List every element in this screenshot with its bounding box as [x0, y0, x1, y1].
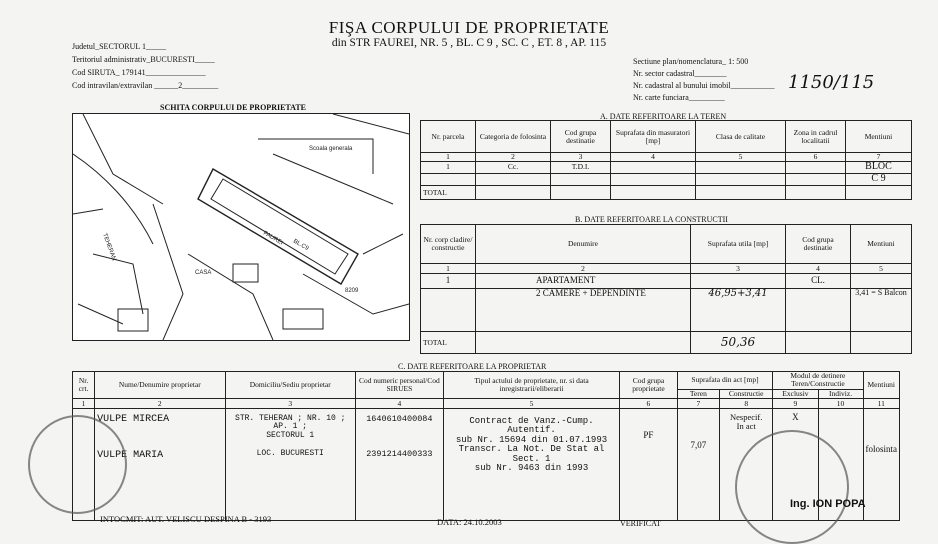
teren-value: 7,07	[677, 408, 719, 520]
teritoriul-line: Teritoriul administrativ_BUCURESTI_____	[72, 55, 215, 64]
proprietar-index-cell: 2	[95, 399, 225, 409]
proprietar-index-cell: 9	[773, 399, 818, 409]
constructii-cell: CL.	[786, 274, 851, 288]
constructii-cell-denumire: APARTAMENT	[476, 274, 691, 288]
teren-header-zona: Zona in cadrul localitatii	[786, 121, 846, 153]
cnp-1: 1640610400084	[366, 413, 433, 424]
proprietar-header-mentiuni: Mentiuni	[863, 372, 900, 399]
teren-cell	[786, 161, 846, 173]
constructii-cell	[786, 288, 851, 331]
sketch-map	[72, 113, 410, 341]
teren-index-cell: 7	[846, 153, 912, 162]
constructii-cell-mentiuni: 3,41 = S Balcon	[851, 288, 912, 331]
teren-cell	[611, 161, 696, 173]
teren-index-cell: 6	[786, 153, 846, 162]
proprietar-index-cell: 10	[818, 399, 863, 409]
act-line-3: Transcr. La Not. De Stat al Sect. 1	[458, 444, 605, 464]
teren-cell	[551, 173, 611, 185]
owner-name-1: VULPE MIRCEA	[97, 413, 170, 425]
proprietar-header-indiviz: Indiviz.	[818, 389, 863, 399]
constructii-table	[420, 224, 912, 354]
constructie-value-2: In act	[736, 420, 756, 431]
verificat-line: VERIFICAT	[620, 519, 661, 528]
proprietar-header-cod: Cod numeric personal/Cod SIRUES	[355, 372, 443, 399]
proprietar-index-cell: 7	[677, 399, 719, 409]
constructii-index-cell: 1	[421, 263, 476, 274]
constructii-index-cell: 4	[786, 263, 851, 274]
constructii-cell	[421, 288, 476, 331]
constructii-total-label: TOTAL	[421, 332, 476, 354]
teren-table	[420, 120, 912, 200]
intravilan-line: Cod intravilan/extravilan ______2_________	[72, 81, 219, 90]
address-line-1: STR. TEHERAN ; NR. 10 ;	[235, 413, 346, 423]
teren-index-cell: 2	[476, 153, 551, 162]
sketch-title: SCHITA CORPULUI DE PROPRIETATE	[160, 103, 307, 112]
sketch-drawing	[73, 114, 409, 340]
teren-total-label: TOTAL	[421, 185, 476, 199]
proprietar-header-teren: Teren	[677, 389, 719, 399]
sector-cadastral-line: Nr. sector cadastral________	[633, 69, 727, 78]
teren-cell: 1	[421, 161, 476, 173]
act-line-1: Contract de Vanz.-Cump. Autentif.	[469, 415, 594, 436]
proprietar-header-nume: Nume/Denumire proprietar	[95, 372, 225, 399]
proprietar-index-cell: 8	[720, 399, 773, 409]
constructii-header-mentiuni: Mentiuni	[851, 225, 912, 264]
address-line-2: AP. 1 ;	[273, 422, 308, 432]
proprietar-index-cell: 3	[225, 399, 355, 409]
teren-index-cell: 3	[551, 153, 611, 162]
nr-cadastral-line: Nr. cadastral al bunului imobil___________	[633, 81, 775, 90]
teren-cell	[611, 173, 696, 185]
sketch-label-number: 8209	[345, 288, 359, 294]
proprietar-header-constructie: Constructie	[720, 389, 773, 399]
act-line-4: sub Nr. 9463 din 1993	[474, 462, 589, 473]
constructii-section-title: B. DATE REFERITOARE LA CONSTRUCTII	[575, 215, 728, 224]
proprietar-header-suprafata: Suprafata din act [mp]	[677, 372, 773, 390]
proprietar-header-nr: Nr. crt.	[73, 372, 95, 399]
address-line-4: LOC. BUCURESTI	[256, 448, 324, 458]
mentiuni-value: folosinta	[863, 408, 900, 520]
owner-address-cell	[225, 408, 355, 520]
proprietar-index-cell: 11	[863, 399, 900, 409]
carte-funciara-line: Nr. carte funciara_________	[633, 93, 725, 102]
teren-cell	[786, 173, 846, 185]
constructii-cell-suprafata: 46,95+3,41	[691, 288, 786, 331]
teren-index-cell: 4	[611, 153, 696, 162]
document-title: FIŞA CORPULUI DE PROPRIETATE	[328, 18, 610, 37]
teren-cell: T.D.I.	[551, 161, 611, 173]
teren-header-categoria: Categoria de folosinta	[476, 121, 551, 153]
siruta-line: Cod SIRUTA_ 179141_______________	[72, 68, 206, 77]
official-stamp-left	[28, 415, 127, 514]
sketch-label-teheran: TEHERAN	[101, 232, 117, 262]
sketch-label-scoala: Scoala generala	[309, 146, 353, 152]
constructii-header-nr: Nr. corp cladire/ constructie	[421, 225, 476, 264]
address-line-3: SECTORUL 1	[266, 430, 315, 440]
teren-header-mentiuni: Mentiuni	[846, 121, 912, 153]
teren-header-cod: Cod grupa destinatie	[551, 121, 611, 153]
constructii-cell: 1	[421, 274, 476, 288]
teren-cell: Cc.	[476, 161, 551, 173]
teren-section-title: A. DATE REFERITOARE LA TEREN	[600, 112, 727, 121]
constructii-total-value: 50,36	[691, 332, 786, 354]
teren-header-suprafata: Suprafata din masuratori [mp]	[611, 121, 696, 153]
cadastral-handwritten: 1150/115	[788, 72, 875, 93]
proprietar-index-cell: 4	[355, 399, 443, 409]
act-cell	[443, 408, 619, 520]
proprietar-section-title: C. DATE REFERITOARE LA PROPRIETAR	[398, 362, 547, 371]
constructii-cell-denumire: 2 CAMERE + DEPENDINTE	[476, 288, 691, 331]
teren-cell	[476, 173, 551, 185]
proprietar-header-tipul: Tipul actului de proprietate, nr. si data inregistrarii/eliberarii	[443, 372, 619, 399]
signer-name: Ing. ION POPA	[790, 498, 866, 510]
constructii-header-suprafata: Suprafata utila [mp]	[691, 225, 786, 264]
grupa-value: PF	[620, 408, 677, 520]
constructii-index-cell: 2	[476, 263, 691, 274]
teren-index-cell: 5	[696, 153, 786, 162]
teren-cell	[696, 161, 786, 173]
constructii-cell	[851, 274, 912, 288]
teren-cell-mentiuni: C 9	[846, 173, 912, 185]
proprietar-index-cell: 6	[620, 399, 677, 409]
sketch-label-casa: CASA	[195, 270, 212, 276]
teren-header-clasa: Clasa de calitate	[696, 121, 786, 153]
data-line: DATA: 24.10.2003	[437, 517, 502, 527]
cnp-2: 2391214400333	[366, 448, 433, 459]
constructii-cell	[691, 274, 786, 288]
constructii-index-cell: 5	[851, 263, 912, 274]
intocmit-line: INTOCMIT: AUT. VELISCU DESPINA B - 3193	[100, 514, 272, 524]
proprietar-header-exclusiv: Exclusiv	[773, 389, 818, 399]
constructie-value-1: Nespecif.	[730, 411, 763, 422]
teren-cell	[421, 173, 476, 185]
proprietar-index-cell: 5	[443, 399, 619, 409]
proprietar-index-cell: 1	[73, 399, 95, 409]
constructii-header-cod: Cod grupa destinatie	[786, 225, 851, 264]
sketch-label-bloc: BL.C9	[292, 238, 310, 253]
act-line-2: sub Nr. 15694 din 01.07.1993	[455, 434, 608, 445]
owner-name-2: VULPE MARIA	[97, 450, 164, 462]
proprietar-header-domiciliu: Domiciliu/Sediu proprietar	[225, 372, 355, 399]
exclusiv-value: X	[773, 408, 818, 520]
sketch-label-faurei: FAUREI	[262, 230, 284, 247]
sectiune-line: Sectiune plan/nomenclatura_ 1: 500	[633, 57, 749, 66]
proprietar-header-modul: Modul de detinere Teren/Constructie	[773, 372, 863, 390]
judet-line: Judetul_SECTORUL 1_____	[72, 42, 167, 51]
teren-cell-mentiuni: BLOC	[846, 161, 912, 173]
constructii-header-denumire: Denumire	[476, 225, 691, 264]
proprietar-header-grupa: Cod grupa proprietate	[620, 372, 677, 399]
constructii-index-cell: 3	[691, 263, 786, 274]
document-subtitle: din STR FAUREI, NR. 5 , BL. C 9 , SC. C , ET. 8 , AP. 115	[331, 37, 607, 49]
cnp-cell	[355, 408, 443, 520]
teren-index-cell: 1	[421, 153, 476, 162]
teren-header-parcela: Nr. parcela	[421, 121, 476, 153]
teren-cell	[696, 173, 786, 185]
